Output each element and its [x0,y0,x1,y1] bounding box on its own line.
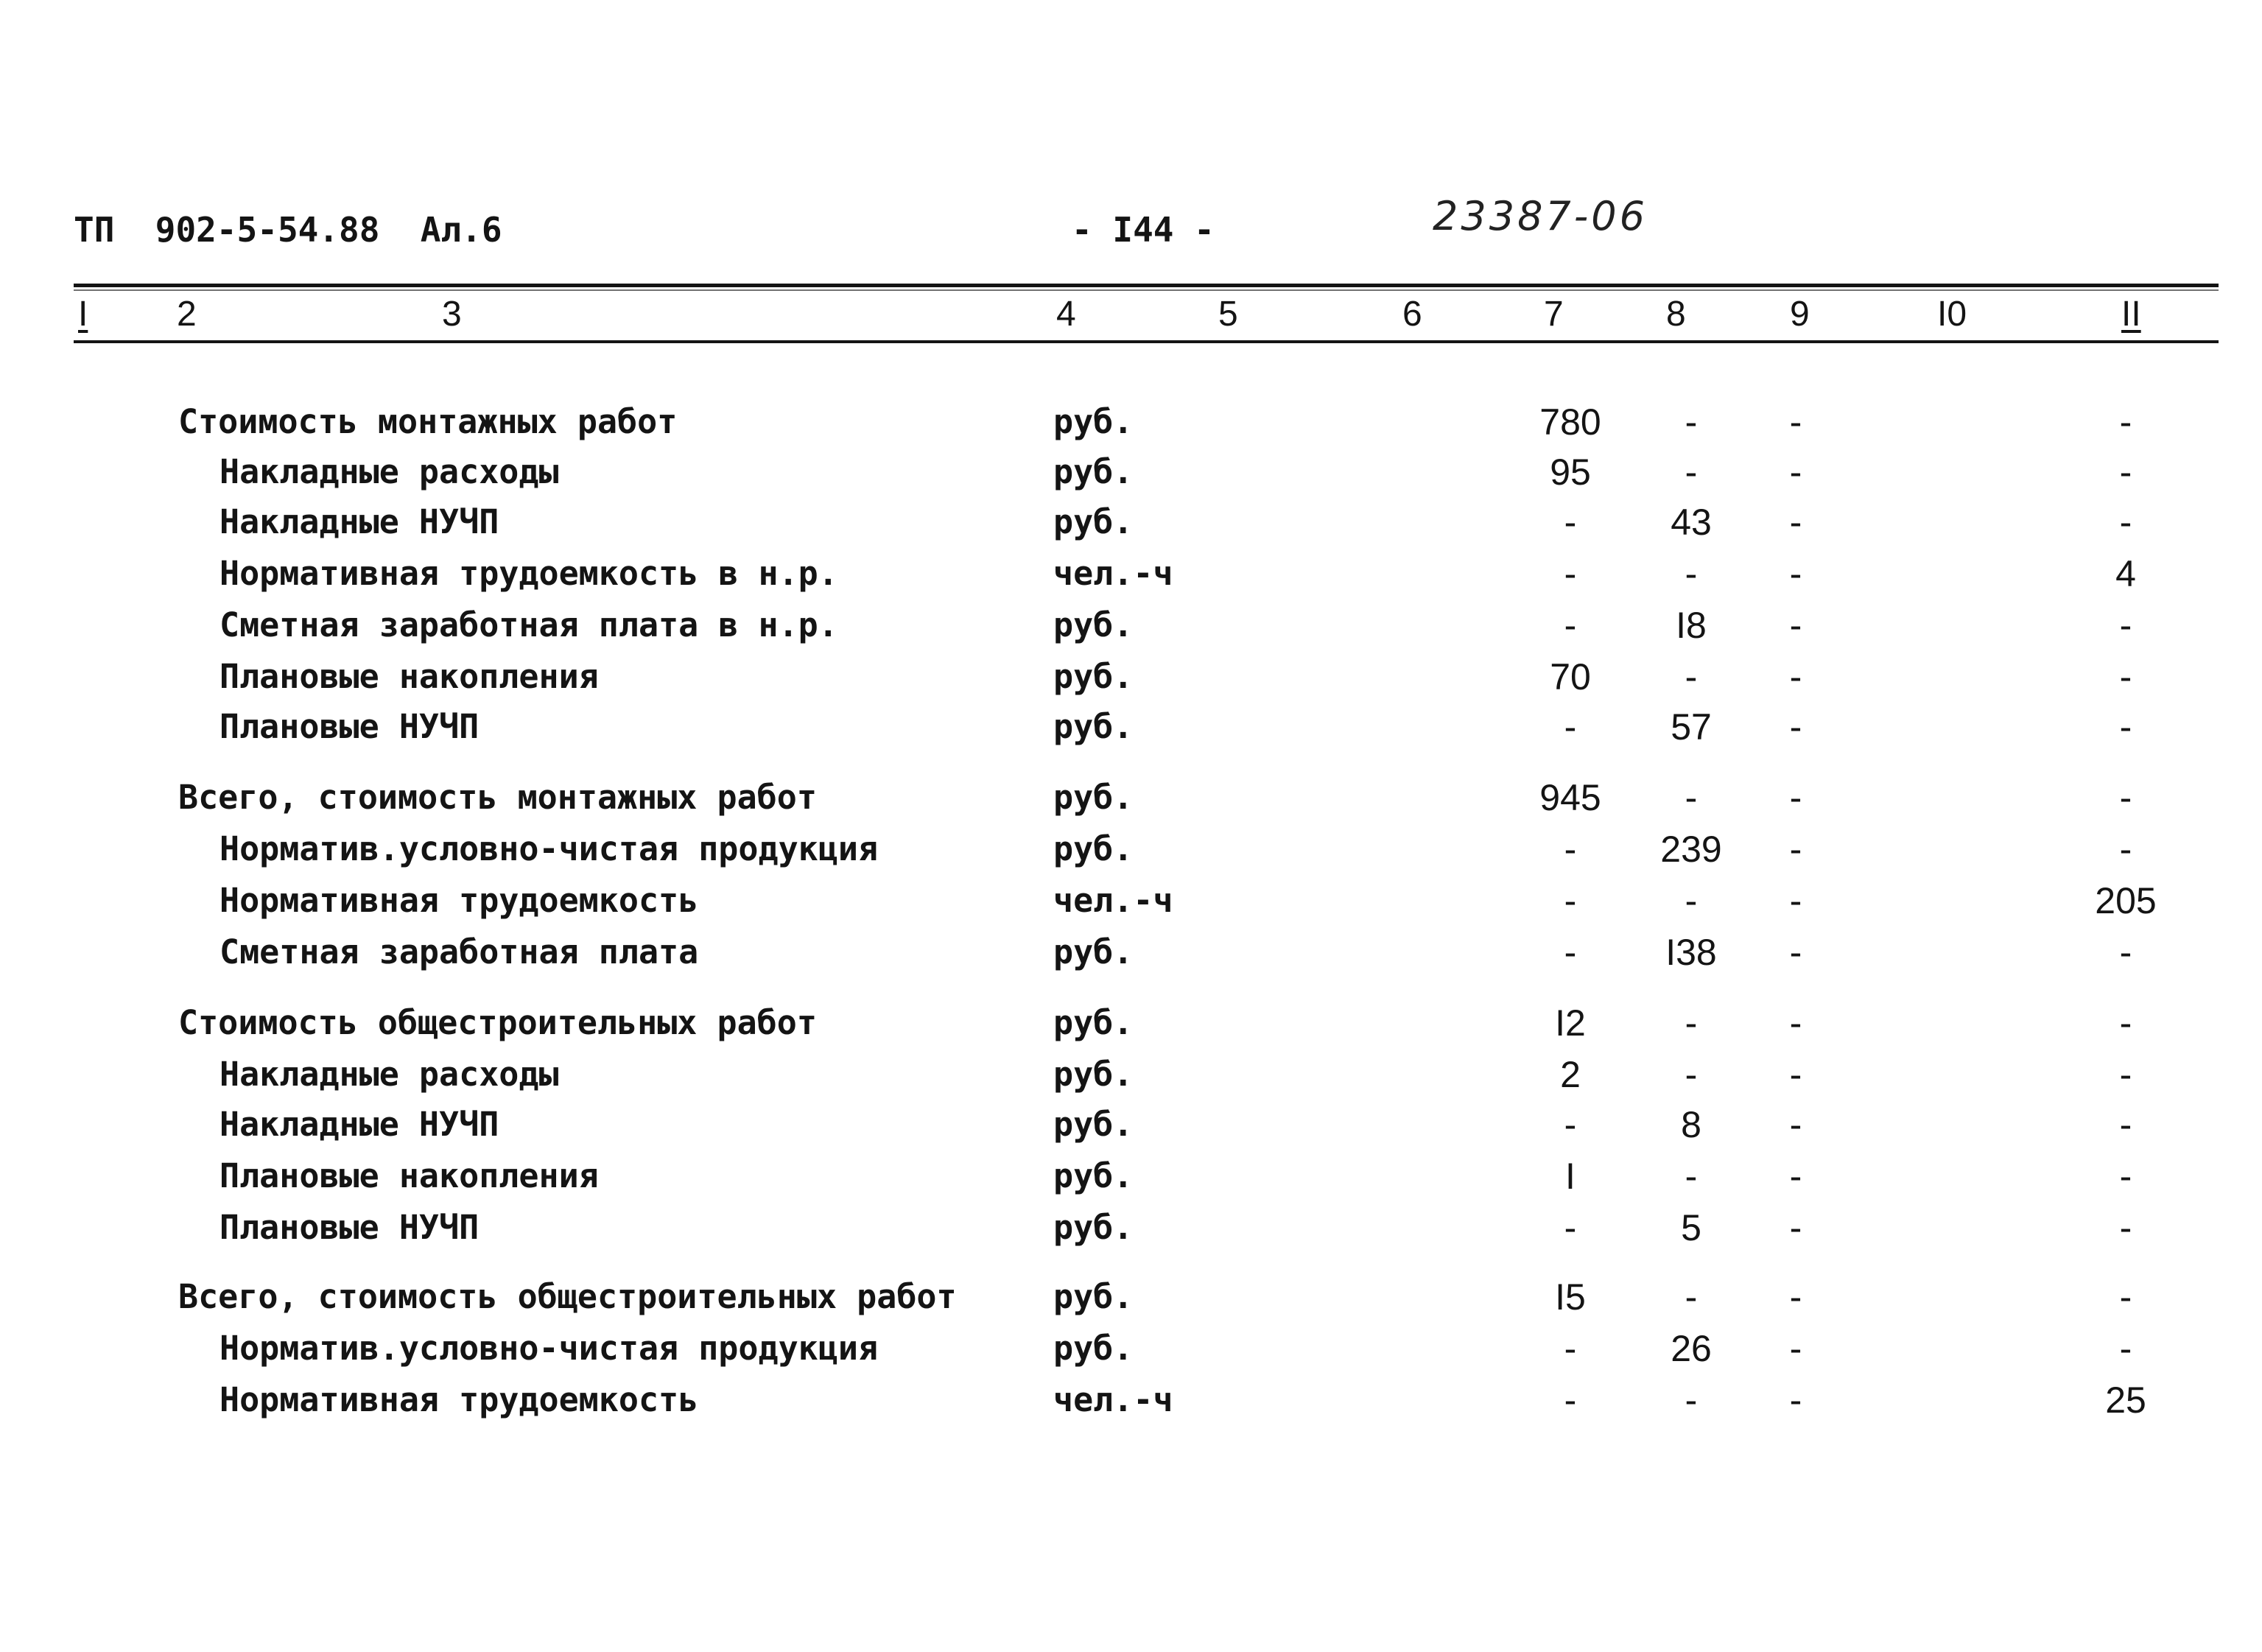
row-unit: руб. [1053,502,1134,541]
cell-column-8: - [1685,401,1698,443]
row-unit: чел.-ч [1053,881,1173,920]
cell-column-9: - [1789,1002,1802,1044]
cell-column-7: - [1564,880,1577,921]
cell-column-8: - [1685,451,1698,493]
cell-column-9: - [1789,401,1802,443]
cell-column-9: - [1789,553,1802,594]
row-unit: руб. [1053,707,1134,746]
table-row [0,448,2262,496]
cell-column-8: 26 [1671,1328,1712,1369]
cell-column-11: - [2119,1328,2132,1369]
table-row [0,999,2262,1047]
cell-column-9: - [1789,1054,1802,1095]
cell-column-8: I38 [1665,932,1717,973]
row-unit: руб. [1053,452,1134,491]
cell-column-7: 945 [1539,777,1601,818]
cell-column-7: 95 [1550,451,1591,493]
document-code: ТП 902-5-54.88 Ал.6 [74,210,502,250]
table-row [0,1273,2262,1321]
cell-column-9: - [1789,706,1802,748]
row-unit: руб. [1053,657,1134,696]
cell-column-11: - [2119,706,2132,748]
cell-column-8: 57 [1671,706,1712,748]
cell-column-9: - [1789,777,1802,818]
cell-column-9: - [1789,451,1802,493]
row-label: Сметная заработная плата в н.р. [219,605,838,644]
cell-column-8: 8 [1681,1104,1701,1145]
column-header-11: II [2121,295,2141,334]
cell-column-8: - [1685,777,1698,818]
row-label: Плановые накопления [219,1156,599,1195]
archive-number: 23387-06 [1433,193,1648,239]
cell-column-7: - [1564,502,1577,543]
column-header-4: 4 [1056,295,1076,334]
cell-column-9: - [1789,1207,1802,1248]
row-label: Накладные НУЧП [219,502,499,541]
column-header-6: 6 [1402,295,1422,334]
row-unit: руб. [1053,829,1134,868]
cell-column-8: - [1685,1156,1698,1197]
row-label: Сметная заработная плата [219,932,699,971]
column-header-1: I [78,295,88,334]
cell-column-8: 239 [1660,829,1722,870]
cell-column-11: 205 [2095,880,2157,921]
cell-column-7: - [1564,553,1577,594]
table-row [0,1050,2262,1099]
cell-column-11: - [2119,777,2132,818]
row-label: Стоимость общестроительных работ [178,1003,817,1042]
cell-column-7: - [1564,1207,1577,1248]
row-unit: руб. [1053,1156,1134,1195]
cell-column-11: - [2119,829,2132,870]
cell-column-11: 25 [2105,1379,2146,1421]
table-row [0,1203,2262,1252]
cell-column-11: - [2119,932,2132,973]
cell-column-9: - [1789,932,1802,973]
cell-column-11: - [2119,1207,2132,1248]
cell-column-7: - [1564,706,1577,748]
cell-column-9: - [1789,880,1802,921]
table-row [0,1376,2262,1424]
row-unit: руб. [1053,1003,1134,1042]
row-label: Всего, стоимость монтажных работ [178,778,817,817]
table-row [0,653,2262,701]
row-label: Стоимость монтажных работ [178,402,678,441]
cell-column-8: - [1685,1054,1698,1095]
column-header-5: 5 [1218,295,1238,334]
row-label: Норматив.условно-чистая продукция [219,829,879,868]
row-unit: руб. [1053,1105,1134,1144]
row-label: Накладные расходы [219,1055,559,1094]
cell-column-7: I5 [1555,1276,1586,1318]
cell-column-9: - [1789,656,1802,697]
table-row [0,549,2262,598]
cell-column-9: - [1789,1156,1802,1197]
row-unit: руб. [1053,1208,1134,1247]
table-row [0,398,2262,446]
cell-column-8: - [1685,1276,1698,1318]
row-label: Нормативная трудоемкость [219,1380,699,1419]
page-number: - I44 - [1072,210,1215,250]
column-header-9: 9 [1790,295,1810,334]
cell-column-9: - [1789,829,1802,870]
cell-column-11: - [2119,656,2132,697]
cell-column-11: - [2119,451,2132,493]
cell-column-8: - [1685,656,1698,697]
cell-column-8: 43 [1671,502,1712,543]
row-label: Плановые НУЧП [219,707,480,746]
cell-column-9: - [1789,1276,1802,1318]
cell-column-7: - [1564,829,1577,870]
row-unit: руб. [1053,1329,1134,1368]
column-header-7: 7 [1544,295,1564,334]
cell-column-11: - [2119,605,2132,646]
cell-column-11: - [2119,1054,2132,1095]
cell-column-8: - [1685,553,1698,594]
row-unit: руб. [1053,932,1134,971]
cell-column-9: - [1789,1379,1802,1421]
row-label: Плановые НУЧП [219,1208,480,1247]
cell-column-8: I8 [1676,605,1707,646]
table-row [0,773,2262,822]
cell-column-9: - [1789,605,1802,646]
cell-column-7: - [1564,1104,1577,1145]
cell-column-11: - [2119,1002,2132,1044]
cell-column-7: I [1565,1156,1576,1197]
row-label: Плановые накопления [219,657,599,696]
row-unit: руб. [1053,778,1134,817]
cell-column-11: - [2119,1276,2132,1318]
row-unit: чел.-ч [1053,554,1173,593]
cell-column-11: - [2119,401,2132,443]
row-unit: руб. [1053,1277,1134,1316]
cell-column-7: 2 [1560,1054,1581,1095]
cell-column-7: - [1564,1328,1577,1369]
cell-column-8: - [1685,1002,1698,1044]
row-label: Нормативная трудоемкость в н.р. [219,554,838,593]
row-label: Накладные расходы [219,452,559,491]
cell-column-8: 5 [1681,1207,1701,1248]
cell-column-11: 4 [2115,553,2136,594]
table-row [0,1100,2262,1149]
table-row [0,498,2262,546]
column-header-8: 8 [1666,295,1686,334]
table-row [0,825,2262,874]
cell-column-8: - [1685,880,1698,921]
row-unit: руб. [1053,605,1134,644]
table-row [0,601,2262,650]
cell-column-11: - [2119,1104,2132,1145]
table-row [0,928,2262,977]
column-header-3: 3 [442,295,462,334]
row-label: Нормативная трудоемкость [219,881,699,920]
cell-column-9: - [1789,1104,1802,1145]
table-row [0,1152,2262,1201]
row-label: Накладные НУЧП [219,1105,499,1144]
cell-column-7: - [1564,932,1577,973]
table-row [0,703,2262,751]
table-row [0,876,2262,925]
column-header-2: 2 [177,295,197,334]
cell-column-7: - [1564,1379,1577,1421]
row-label: Всего, стоимость общестроительных работ [178,1277,957,1316]
row-unit: чел.-ч [1053,1380,1173,1419]
cell-column-11: - [2119,1156,2132,1197]
column-header-10: I0 [1937,295,1967,334]
cell-column-9: - [1789,1328,1802,1369]
cell-column-7: 780 [1539,401,1601,443]
cell-column-9: - [1789,502,1802,543]
row-unit: руб. [1053,402,1134,441]
cell-column-8: - [1685,1379,1698,1421]
table-row [0,1324,2262,1373]
row-unit: руб. [1053,1055,1134,1094]
cell-column-7: I2 [1555,1002,1586,1044]
cell-column-11: - [2119,502,2132,543]
cell-column-7: 70 [1550,656,1591,697]
cell-column-7: - [1564,605,1577,646]
row-label: Норматив.условно-чистая продукция [219,1329,879,1368]
